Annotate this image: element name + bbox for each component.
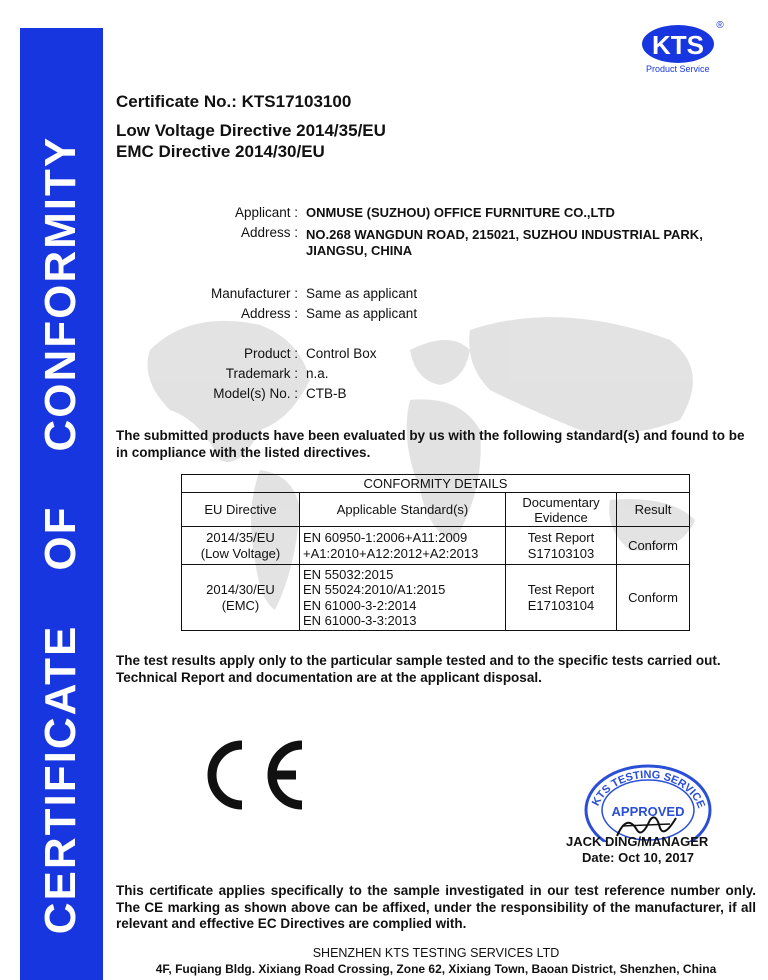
row1-standard: +A1:2010+A12:2012+A2:2013 [303, 545, 479, 561]
directive-emc: EMC Directive 2014/30/EU [116, 142, 325, 161]
applicant-address-label: Address : [240, 225, 298, 240]
header-eu-directive: EU Directive [182, 493, 300, 527]
row1-evidence-number: S17103103 [527, 545, 595, 561]
row1-standard: EN 60950-1:2006+A11:2009 [303, 529, 468, 545]
product-label: Product : [243, 346, 298, 361]
compliance-statement: The submitted products have been evaluated by us with the following standard(s) and found to be in compliance with the listed directives. [116, 428, 745, 460]
row2-directive: 2014/30/EU [206, 581, 275, 597]
manufacturer-value: Same as applicant [306, 286, 418, 301]
signatory-name-title: JACK DING/MANAGER [566, 834, 709, 849]
row2-directive-sub: (EMC) [221, 597, 260, 613]
row2-result: Conform [617, 565, 690, 631]
manufacturer-label: Manufacturer : [210, 286, 298, 301]
table-row [182, 527, 690, 565]
applicant-address-line2: JIANGSU, CHINA [306, 243, 413, 258]
manufacturer-address-label: Address : [240, 306, 298, 321]
manufacturer-address-value: Same as applicant [306, 306, 418, 321]
row2-evidence: Test Report [527, 581, 595, 597]
ce-mark [190, 735, 308, 815]
stamp-arc-text: KTS TESTING SERVICE [589, 768, 708, 811]
header-applicable-standards: Applicable Standard(s) [300, 493, 506, 527]
product-value: Control Box [306, 346, 377, 361]
side-title-word2: OF [36, 505, 85, 571]
issuer-company-address: 4F, Fuqiang Bldg. Xixiang Road Crossing, Zone 62, Xixiang Town, Baoan District, Shenzhen, China [155, 962, 717, 976]
header-result: Result [617, 493, 690, 527]
logo-registered: ® [716, 20, 724, 31]
signatory-date: Date: Oct 10, 2017 [582, 850, 695, 865]
table-title: CONFORMITY DETAILS [182, 475, 690, 493]
certificate-number: Certificate No.: KTS17103100 [116, 92, 352, 111]
conformity-details-table [181, 474, 690, 631]
row2-standard: EN 55032:2015 [303, 566, 394, 582]
logo-subtitle: Product Service [646, 64, 710, 74]
directive-low-voltage: Low Voltage Directive 2014/35/EU [116, 121, 386, 140]
applicant-label: Applicant : [234, 205, 298, 220]
row1-result: Conform [617, 527, 690, 565]
stamp-approved-text: APPROVED [611, 804, 685, 819]
row2-standard: EN 61000-3-3:2013 [303, 613, 417, 628]
row2-standard: EN 55024:2010/A1:2015 [303, 582, 446, 597]
side-title-word1: CERTIFICATE [36, 624, 85, 935]
model-label: Model(s) No. : [213, 386, 298, 401]
row2-evidence-number: E17103104 [527, 597, 595, 613]
side-title [36, 136, 86, 935]
applicant-address-line1: NO.268 WANGDUN ROAD, 215021, SUZHOU INDUSTRIAL PARK, [306, 227, 703, 242]
logo-text: KTS [652, 30, 704, 60]
table-row [182, 565, 690, 631]
trademark-value: n.a. [306, 366, 329, 381]
model-value: CTB-B [306, 386, 347, 401]
trademark-label: Trademark : [225, 366, 298, 381]
row1-directive-sub: (Low Voltage) [200, 545, 281, 561]
row2-standard: EN 61000-3-2:2014 [303, 597, 417, 613]
header-documentary-evidence: Documentary Evidence [506, 493, 617, 527]
issuer-company-name: SHENZHEN KTS TESTING SERVICES LTD [312, 946, 560, 960]
applicant-value: ONMUSE (SUZHOU) OFFICE FURNITURE CO.,LTD [306, 205, 615, 220]
certificate-footer-note: This certificate applies specifically to the sample investigated in our test reference number only. The CE marking as shown above can be affixed, under the responsibility of the manufacturer, if all relevant and effective EC Directives are complied with. [116, 883, 756, 931]
row1-directive: 2014/35/EU [206, 529, 275, 545]
test-results-disclaimer: The test results apply only to the particular sample tested and to the specific tests carried out. Technical Report and documentation are at the applicant disposal. [116, 653, 721, 685]
side-title-word3: CONFORMITY [36, 135, 85, 452]
row1-evidence: Test Report [527, 529, 595, 545]
